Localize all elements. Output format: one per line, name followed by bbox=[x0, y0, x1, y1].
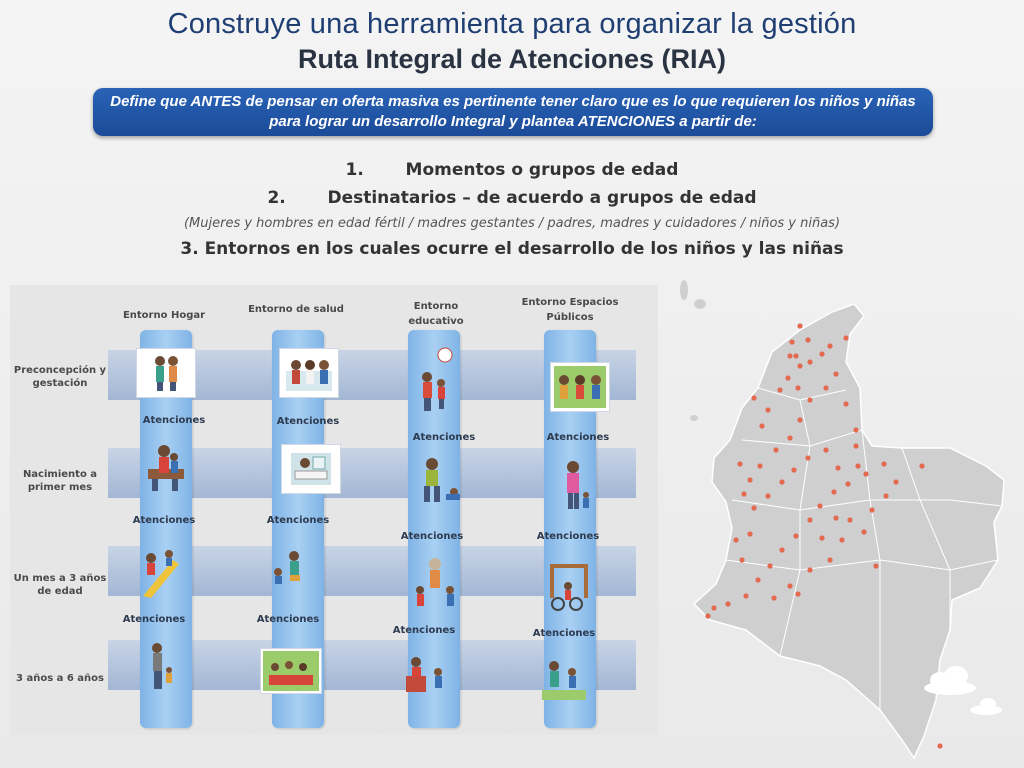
map-marker bbox=[739, 557, 744, 562]
home-visit-illustration bbox=[270, 548, 310, 588]
map-marker bbox=[793, 533, 798, 538]
map-marker bbox=[833, 515, 838, 520]
list-item-2-note: (Mujeres y hombres en edad fértil / madres gestantes / padres, madres y cuidadores / niños y niñas) bbox=[183, 216, 841, 231]
row-header-3-6-anos: 3 años a 6 años bbox=[16, 673, 104, 684]
map-marker bbox=[779, 547, 784, 552]
picnic-group-icon bbox=[263, 651, 319, 691]
teacher-group-icon bbox=[410, 556, 460, 608]
kneeling-caregiver-icon bbox=[270, 548, 310, 588]
atenciones-label-r1-educativo: Atenciones bbox=[412, 432, 476, 443]
home-care-illustration bbox=[141, 442, 191, 494]
couple-icon bbox=[146, 353, 186, 393]
map-marker bbox=[797, 363, 802, 368]
map-marker bbox=[819, 535, 824, 540]
page-title: Construye una herramienta para organizar la gestión bbox=[167, 8, 857, 40]
list-item-2-text: Destinatarios – de acuerdo a grupos de edad bbox=[327, 188, 757, 208]
map-marker bbox=[759, 423, 764, 428]
map-marker bbox=[805, 337, 810, 342]
parent-child-icon bbox=[415, 347, 455, 413]
map-marker bbox=[795, 591, 800, 596]
map-marker bbox=[861, 529, 866, 534]
map-marker bbox=[755, 577, 760, 582]
column-header-espacios-publicos: Entorno Espacios Públicos bbox=[521, 297, 619, 323]
column-header-salud: Entorno de salud bbox=[248, 304, 344, 315]
mother-baby-icon bbox=[142, 443, 190, 493]
picnic-illustration bbox=[260, 648, 322, 694]
list-item-2-number: 2. bbox=[267, 188, 286, 208]
parent-child-walk-illustration bbox=[145, 640, 175, 692]
list-item-2 bbox=[0, 188, 1024, 208]
map-marker bbox=[843, 335, 848, 340]
atenciones-label-r3-educativo: Atenciones bbox=[392, 625, 456, 636]
map-marker bbox=[787, 353, 792, 358]
map-marker bbox=[743, 593, 748, 598]
map-marker bbox=[863, 471, 868, 476]
map-marker bbox=[843, 401, 848, 406]
map-marker bbox=[807, 517, 812, 522]
column-header-hogar: Entorno Hogar bbox=[122, 310, 206, 321]
atenciones-label-r2-salud: Atenciones bbox=[266, 515, 330, 526]
teacher-children-illustration bbox=[410, 556, 460, 608]
map-marker bbox=[741, 491, 746, 496]
map-marker bbox=[747, 477, 752, 482]
map-marker bbox=[827, 343, 832, 348]
map-marker bbox=[773, 447, 778, 452]
map-marker bbox=[805, 455, 810, 460]
list-item-3: 3. Entornos en los cuales ocurre el desarrollo de los niños y las niñas bbox=[180, 239, 844, 259]
map-marker bbox=[853, 443, 858, 448]
map-marker bbox=[751, 395, 756, 400]
atenciones-label-r2-educativo: Atenciones bbox=[400, 531, 464, 542]
mother-child-public-illustration bbox=[558, 458, 594, 514]
map-marker bbox=[795, 385, 800, 390]
map-marker bbox=[767, 563, 772, 568]
map-marker bbox=[789, 339, 794, 344]
family-park-icon bbox=[542, 656, 586, 702]
map-marker bbox=[777, 387, 782, 392]
map-marker bbox=[765, 493, 770, 498]
islands bbox=[680, 280, 706, 421]
colombia-map bbox=[650, 270, 1024, 768]
list-item-1 bbox=[0, 160, 1024, 180]
map-marker bbox=[937, 743, 942, 748]
map-marker bbox=[847, 517, 852, 522]
map-marker bbox=[797, 323, 802, 328]
map-marker bbox=[823, 447, 828, 452]
map-marker bbox=[853, 427, 858, 432]
atenciones-label-r3-salud: Atenciones bbox=[256, 614, 320, 625]
map-marker bbox=[765, 407, 770, 412]
map-marker bbox=[807, 397, 812, 402]
map-marker bbox=[737, 461, 742, 466]
map-marker bbox=[787, 435, 792, 440]
map-marker bbox=[817, 503, 822, 508]
map-marker bbox=[869, 507, 874, 512]
map-marker bbox=[779, 479, 784, 484]
playing-slide-illustration bbox=[137, 546, 183, 600]
atenciones-label-r2-espacios: Atenciones bbox=[536, 531, 600, 542]
map-marker bbox=[835, 465, 840, 470]
map-marker bbox=[771, 595, 776, 600]
outdoor-family-illustration bbox=[542, 656, 586, 702]
definition-banner: Define que ANTES de pensar en oferta masiva es pertinente tener claro que es lo que requieren los niños y niñas para lograr un desarrollo Integral y plantea ATENCIONES a partir de: bbox=[93, 88, 933, 136]
playground-illustration bbox=[546, 560, 592, 612]
atenciones-label-r1-salud: Atenciones bbox=[276, 416, 340, 427]
hospital-bed-icon bbox=[287, 449, 335, 489]
classroom-illustration bbox=[404, 650, 452, 698]
map-marker bbox=[733, 537, 738, 542]
health-visit-illustration bbox=[279, 348, 339, 398]
list-item-1-text: Momentos o grupos de edad bbox=[405, 160, 679, 180]
map-marker bbox=[757, 463, 762, 468]
map-marker bbox=[819, 351, 824, 356]
caregiver-illustration bbox=[416, 454, 466, 508]
adult-walking-icon bbox=[145, 640, 175, 692]
row-header-nacimiento: Nacimiento a primer mes bbox=[22, 469, 98, 493]
atenciones-label-r1-espacios: Atenciones bbox=[546, 432, 610, 443]
map-marker bbox=[785, 375, 790, 380]
swing-bike-icon bbox=[546, 560, 592, 612]
map-marker bbox=[807, 567, 812, 572]
education-family-illustration bbox=[414, 346, 456, 414]
atenciones-label-r2-hogar: Atenciones bbox=[132, 515, 196, 526]
map-marker bbox=[831, 489, 836, 494]
map-marker bbox=[751, 505, 756, 510]
map-marker bbox=[705, 613, 710, 618]
map-marker bbox=[883, 493, 888, 498]
public-space-illustration bbox=[550, 362, 610, 412]
atenciones-label-r3-hogar: Atenciones bbox=[122, 614, 186, 625]
map-marker bbox=[747, 531, 752, 536]
map-marker bbox=[919, 463, 924, 468]
adult-crawling-child-icon bbox=[416, 454, 466, 508]
map-marker bbox=[807, 359, 812, 364]
page-subtitle: Ruta Integral de Atenciones (RIA) bbox=[297, 44, 727, 74]
map-marker bbox=[791, 467, 796, 472]
map-marker bbox=[855, 463, 860, 468]
map-marker bbox=[873, 563, 878, 568]
hospital-illustration bbox=[281, 444, 341, 494]
map-marker bbox=[893, 479, 898, 484]
row-header-preconcepcion: Preconcepción y gestación bbox=[13, 365, 107, 389]
map-marker bbox=[793, 353, 798, 358]
teacher-desk-icon bbox=[404, 650, 452, 698]
cloud-icon bbox=[924, 666, 1002, 715]
map-marker bbox=[839, 537, 844, 542]
park-group-icon bbox=[554, 366, 606, 408]
walking-mother-icon bbox=[559, 459, 593, 513]
map-marker bbox=[845, 481, 850, 486]
map-marker bbox=[823, 385, 828, 390]
map-marker bbox=[881, 461, 886, 466]
map-marker bbox=[725, 601, 730, 606]
map-marker bbox=[711, 605, 716, 610]
clinic-icon bbox=[284, 353, 334, 393]
map-marker bbox=[787, 583, 792, 588]
map-marker bbox=[797, 417, 802, 422]
map-marker bbox=[833, 371, 838, 376]
map-marker bbox=[827, 557, 832, 562]
slide-icon bbox=[137, 546, 183, 600]
atenciones-label-r3-espacios: Atenciones bbox=[532, 628, 596, 639]
row-header-un-mes-3-anos: Un mes a 3 años de edad bbox=[13, 573, 107, 597]
family-illustration bbox=[136, 348, 196, 398]
column-header-educativo: Entorno educativo bbox=[408, 301, 464, 327]
list-item-1-number: 1. bbox=[345, 160, 364, 180]
atenciones-label-r1-hogar: Atenciones bbox=[142, 415, 206, 426]
